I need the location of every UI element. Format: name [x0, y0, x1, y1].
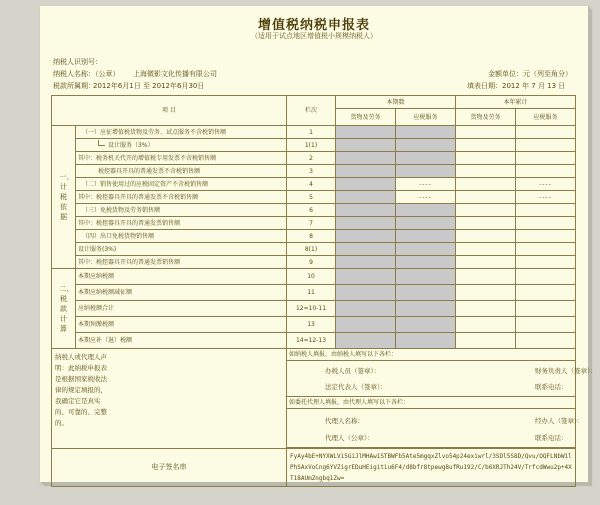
- esignature-value: FyAy4bE+NYXWLVi5GiJlMHAw1STBWFb5Ate5mgqxZlvo54p24exiwrl/3SDl5S8D/Qvu/OQFLNbW1lPhSAxVoCng6YVZigrEDuHEigitiu6F4/d8bfr8tpewg8ufRu192/C/b6XRJTh24V/TrfcdWwu2p+4XT18AUmZngbq1Zw=: [287, 449, 576, 487]
- cell-goods-ytd[interactable]: [456, 191, 516, 204]
- cell-services-current[interactable]: [396, 285, 456, 301]
- table-row: [52, 178, 576, 191]
- taxpayer-sign-area: [287, 361, 597, 397]
- taxpayer-name-label: 纳税人名称：（公章）: [53, 70, 120, 78]
- header-services-current: 应税服务: [396, 109, 456, 126]
- cell-services-ytd[interactable]: [516, 285, 576, 301]
- cell-goods-ytd[interactable]: [456, 165, 516, 178]
- row-line: 9: [287, 256, 336, 269]
- table-row: [52, 152, 576, 165]
- cell-goods-current[interactable]: [336, 165, 396, 178]
- table-row: [52, 217, 576, 230]
- section-tax-basis: 一、计税依据: [52, 126, 76, 269]
- table-row: [52, 285, 576, 301]
- header-line-no: 栏次: [287, 96, 336, 126]
- row-line: 8(1): [287, 243, 336, 256]
- agent-sign-area: [287, 409, 584, 448]
- row-label: 应纳税额合计: [76, 301, 287, 317]
- header-goods-ytd: 货物及劳务: [456, 109, 516, 126]
- header-year-to-date: 本年累计: [456, 96, 576, 109]
- taxpayer-id-label: 纳税人识别号：: [53, 58, 102, 66]
- cell-goods-ytd[interactable]: [456, 230, 516, 243]
- cell-goods-current[interactable]: [336, 333, 396, 349]
- tax-return-table: [51, 95, 597, 487]
- row-line: 6: [287, 204, 336, 217]
- row-line: 12=10-11: [287, 301, 336, 317]
- cell-goods-ytd[interactable]: [456, 285, 516, 301]
- row-line: 10: [287, 269, 336, 285]
- cell-services-ytd[interactable]: [516, 217, 576, 230]
- cell-services-current[interactable]: [396, 333, 456, 349]
- row-label: 本期应纳税额: [76, 269, 287, 285]
- cell-goods-ytd[interactable]: [456, 269, 516, 285]
- cell-goods-current[interactable]: [336, 178, 396, 191]
- cell-goods-ytd[interactable]: [456, 217, 516, 230]
- table-row: [52, 139, 576, 152]
- cell-services-current[interactable]: [396, 243, 456, 256]
- esignature-label: 电子签名串: [52, 449, 287, 487]
- cell-goods-ytd[interactable]: [456, 333, 516, 349]
- row-label: 其中：税控器具开具的普通发票销售额: [76, 217, 287, 230]
- row-line: 8: [287, 230, 336, 243]
- cell-services-current[interactable]: [396, 139, 456, 152]
- cell-goods-ytd[interactable]: [456, 178, 516, 191]
- agent-handler-label: 经办人（签章）：: [535, 417, 584, 425]
- agent-name-label: 代理人名称：: [325, 417, 365, 425]
- cell-services-ytd[interactable]: [516, 152, 576, 165]
- cell-services-current[interactable]: [396, 269, 456, 285]
- cell-services-current: ----: [396, 191, 456, 204]
- table-row: [52, 269, 576, 285]
- cell-services-current[interactable]: [396, 317, 456, 333]
- cell-goods-ytd[interactable]: [456, 139, 516, 152]
- row-label: 设计服务（3%）: [76, 139, 287, 152]
- cell-goods-current[interactable]: [336, 256, 396, 269]
- cell-goods-current[interactable]: [336, 126, 396, 139]
- cell-services-current[interactable]: [396, 217, 456, 230]
- cell-services-ytd: ----: [516, 178, 576, 191]
- table-row: [52, 126, 576, 139]
- cell-goods-current[interactable]: [336, 243, 396, 256]
- cell-services-ytd[interactable]: [516, 165, 576, 178]
- taxpayer-fill-note: 如纳税人填报，由纳税人填写以下各栏：: [287, 349, 576, 361]
- cell-services-ytd[interactable]: [516, 317, 576, 333]
- row-label: 设计服务(3%): [76, 243, 287, 256]
- row-label: 本期应补（退）税额: [76, 333, 287, 349]
- cell-services-ytd[interactable]: [516, 139, 576, 152]
- row-label: （一）应征增值税货物及劳务、试点服务不含税销售额: [76, 126, 287, 139]
- cell-services-ytd[interactable]: [516, 243, 576, 256]
- header-services-ytd: 应税服务: [516, 109, 576, 126]
- cell-goods-current[interactable]: [336, 204, 396, 217]
- table-row: [52, 243, 576, 256]
- row-line: 7: [287, 217, 336, 230]
- agent-fill-note: 如委托代理人填报，由代理人填写以下各栏：: [287, 397, 576, 409]
- cell-goods-ytd[interactable]: [456, 301, 516, 317]
- fill-date: 填表日期：2012 年 7 月 13 日: [467, 82, 566, 90]
- legal-rep-label: 法定代表人（签章）：: [325, 383, 387, 391]
- row-line: 11: [287, 285, 336, 301]
- cell-goods-ytd[interactable]: [456, 126, 516, 139]
- cell-goods-current[interactable]: [336, 139, 396, 152]
- cell-goods-current[interactable]: [336, 285, 396, 301]
- table-row: [52, 165, 576, 178]
- row-line: 1(1): [287, 139, 336, 152]
- cell-services-ytd[interactable]: [516, 333, 576, 349]
- cell-goods-ytd[interactable]: [456, 317, 516, 333]
- cell-goods-ytd[interactable]: [456, 152, 516, 165]
- row-label: （四）出口免税货物销售额: [76, 230, 287, 243]
- cell-goods-current[interactable]: [336, 191, 396, 204]
- row-line: 1: [287, 126, 336, 139]
- phone-label: 联系电话：: [535, 383, 568, 391]
- cell-services-ytd[interactable]: [516, 256, 576, 269]
- cell-services-current[interactable]: [396, 152, 456, 165]
- taxpayer-name: 上海微影文化传播有限公司: [133, 70, 217, 78]
- table-row: [52, 191, 576, 204]
- esignature-row: [52, 449, 576, 487]
- row-label: 本期预缴税额: [76, 317, 287, 333]
- row-line: 4: [287, 178, 336, 191]
- cell-services-ytd[interactable]: [516, 204, 576, 217]
- row-line: 14=12-13: [287, 333, 336, 349]
- row-line: 5: [287, 191, 336, 204]
- cell-services-ytd: ----: [516, 191, 576, 204]
- row-label: 税控器具开具的普通发票不含税销售额: [76, 165, 287, 178]
- cell-services-ytd[interactable]: [516, 301, 576, 317]
- cell-services-current[interactable]: [396, 204, 456, 217]
- section-tax-calc: 二、税款计算: [52, 269, 76, 349]
- agent-phone-label: 联系电话：: [535, 434, 568, 442]
- cell-services-current[interactable]: [396, 165, 456, 178]
- table-row: [52, 301, 576, 317]
- cell-services-current[interactable]: [396, 126, 456, 139]
- cell-goods-ytd[interactable]: [456, 256, 516, 269]
- cell-services-current[interactable]: [396, 301, 456, 317]
- cell-services-ytd[interactable]: [516, 230, 576, 243]
- cell-goods-current[interactable]: [336, 217, 396, 230]
- row-label: 本期应纳税额减征额: [76, 285, 287, 301]
- cell-goods-current[interactable]: [336, 230, 396, 243]
- cell-services-current[interactable]: [396, 230, 456, 243]
- agent-seal-label: 代理人（公章）：: [325, 434, 374, 442]
- header-goods-current: 货物及劳务: [336, 109, 396, 126]
- cell-goods-current[interactable]: [336, 301, 396, 317]
- table-row: [52, 333, 576, 349]
- form-title: 增值税纳税申报表: [257, 18, 370, 33]
- declaration-row-taxpayer-header: [52, 349, 576, 361]
- row-line: 3: [287, 165, 336, 178]
- cell-services-current: ----: [396, 178, 456, 191]
- row-line: 2: [287, 152, 336, 165]
- table-row: [52, 256, 576, 269]
- paper-shadow-right: [588, 10, 592, 482]
- table-row: [52, 204, 576, 217]
- header-current-period: 本期数: [336, 96, 456, 109]
- declaration-text: 纳税人或代理人声明：此纳税申报表是根据国家税收法律的规定填报的，我确定它是真实的、可靠的、完整的。: [52, 349, 287, 449]
- period-label: 税款所属期：: [53, 82, 95, 90]
- row-label: （二）销售使用过的应税固定资产不含税销售额: [76, 178, 287, 191]
- cell-goods-ytd[interactable]: [456, 243, 516, 256]
- table-row: [52, 317, 576, 333]
- cell-goods-current[interactable]: [336, 317, 396, 333]
- cell-goods-current[interactable]: [336, 152, 396, 165]
- row-label: 其中：税控器具开具的普通发票不含税销售额: [76, 191, 287, 204]
- row-label: 其中：税务机关代开的增值税专用发票不含税销售额: [76, 152, 287, 165]
- cell-services-ytd[interactable]: [516, 126, 576, 139]
- row-label: 其中：税控器具开具的普通发票销售额: [76, 256, 287, 269]
- cell-goods-current[interactable]: [336, 269, 396, 285]
- header-row-1: [52, 96, 576, 109]
- row-line: 13: [287, 317, 336, 333]
- cell-services-current[interactable]: [396, 256, 456, 269]
- header-item: 项 目: [52, 96, 287, 126]
- row-label: （三）免税货物及劳务销售额: [76, 204, 287, 217]
- cell-goods-ytd[interactable]: [456, 204, 516, 217]
- period-value: 2012年6月1日 至 2012年6月30日: [93, 82, 205, 90]
- amount-unit: 金额单位：元（列至角分）: [488, 70, 572, 78]
- form-subtitle: （适用于试点地区增值税小规模纳税人）: [251, 32, 377, 40]
- handler-label: 办税人员（签章）：: [325, 367, 381, 375]
- table-row: [52, 230, 576, 243]
- cell-services-ytd[interactable]: [516, 269, 576, 285]
- finance-head-label: 财务负责人（签章）：: [535, 367, 597, 375]
